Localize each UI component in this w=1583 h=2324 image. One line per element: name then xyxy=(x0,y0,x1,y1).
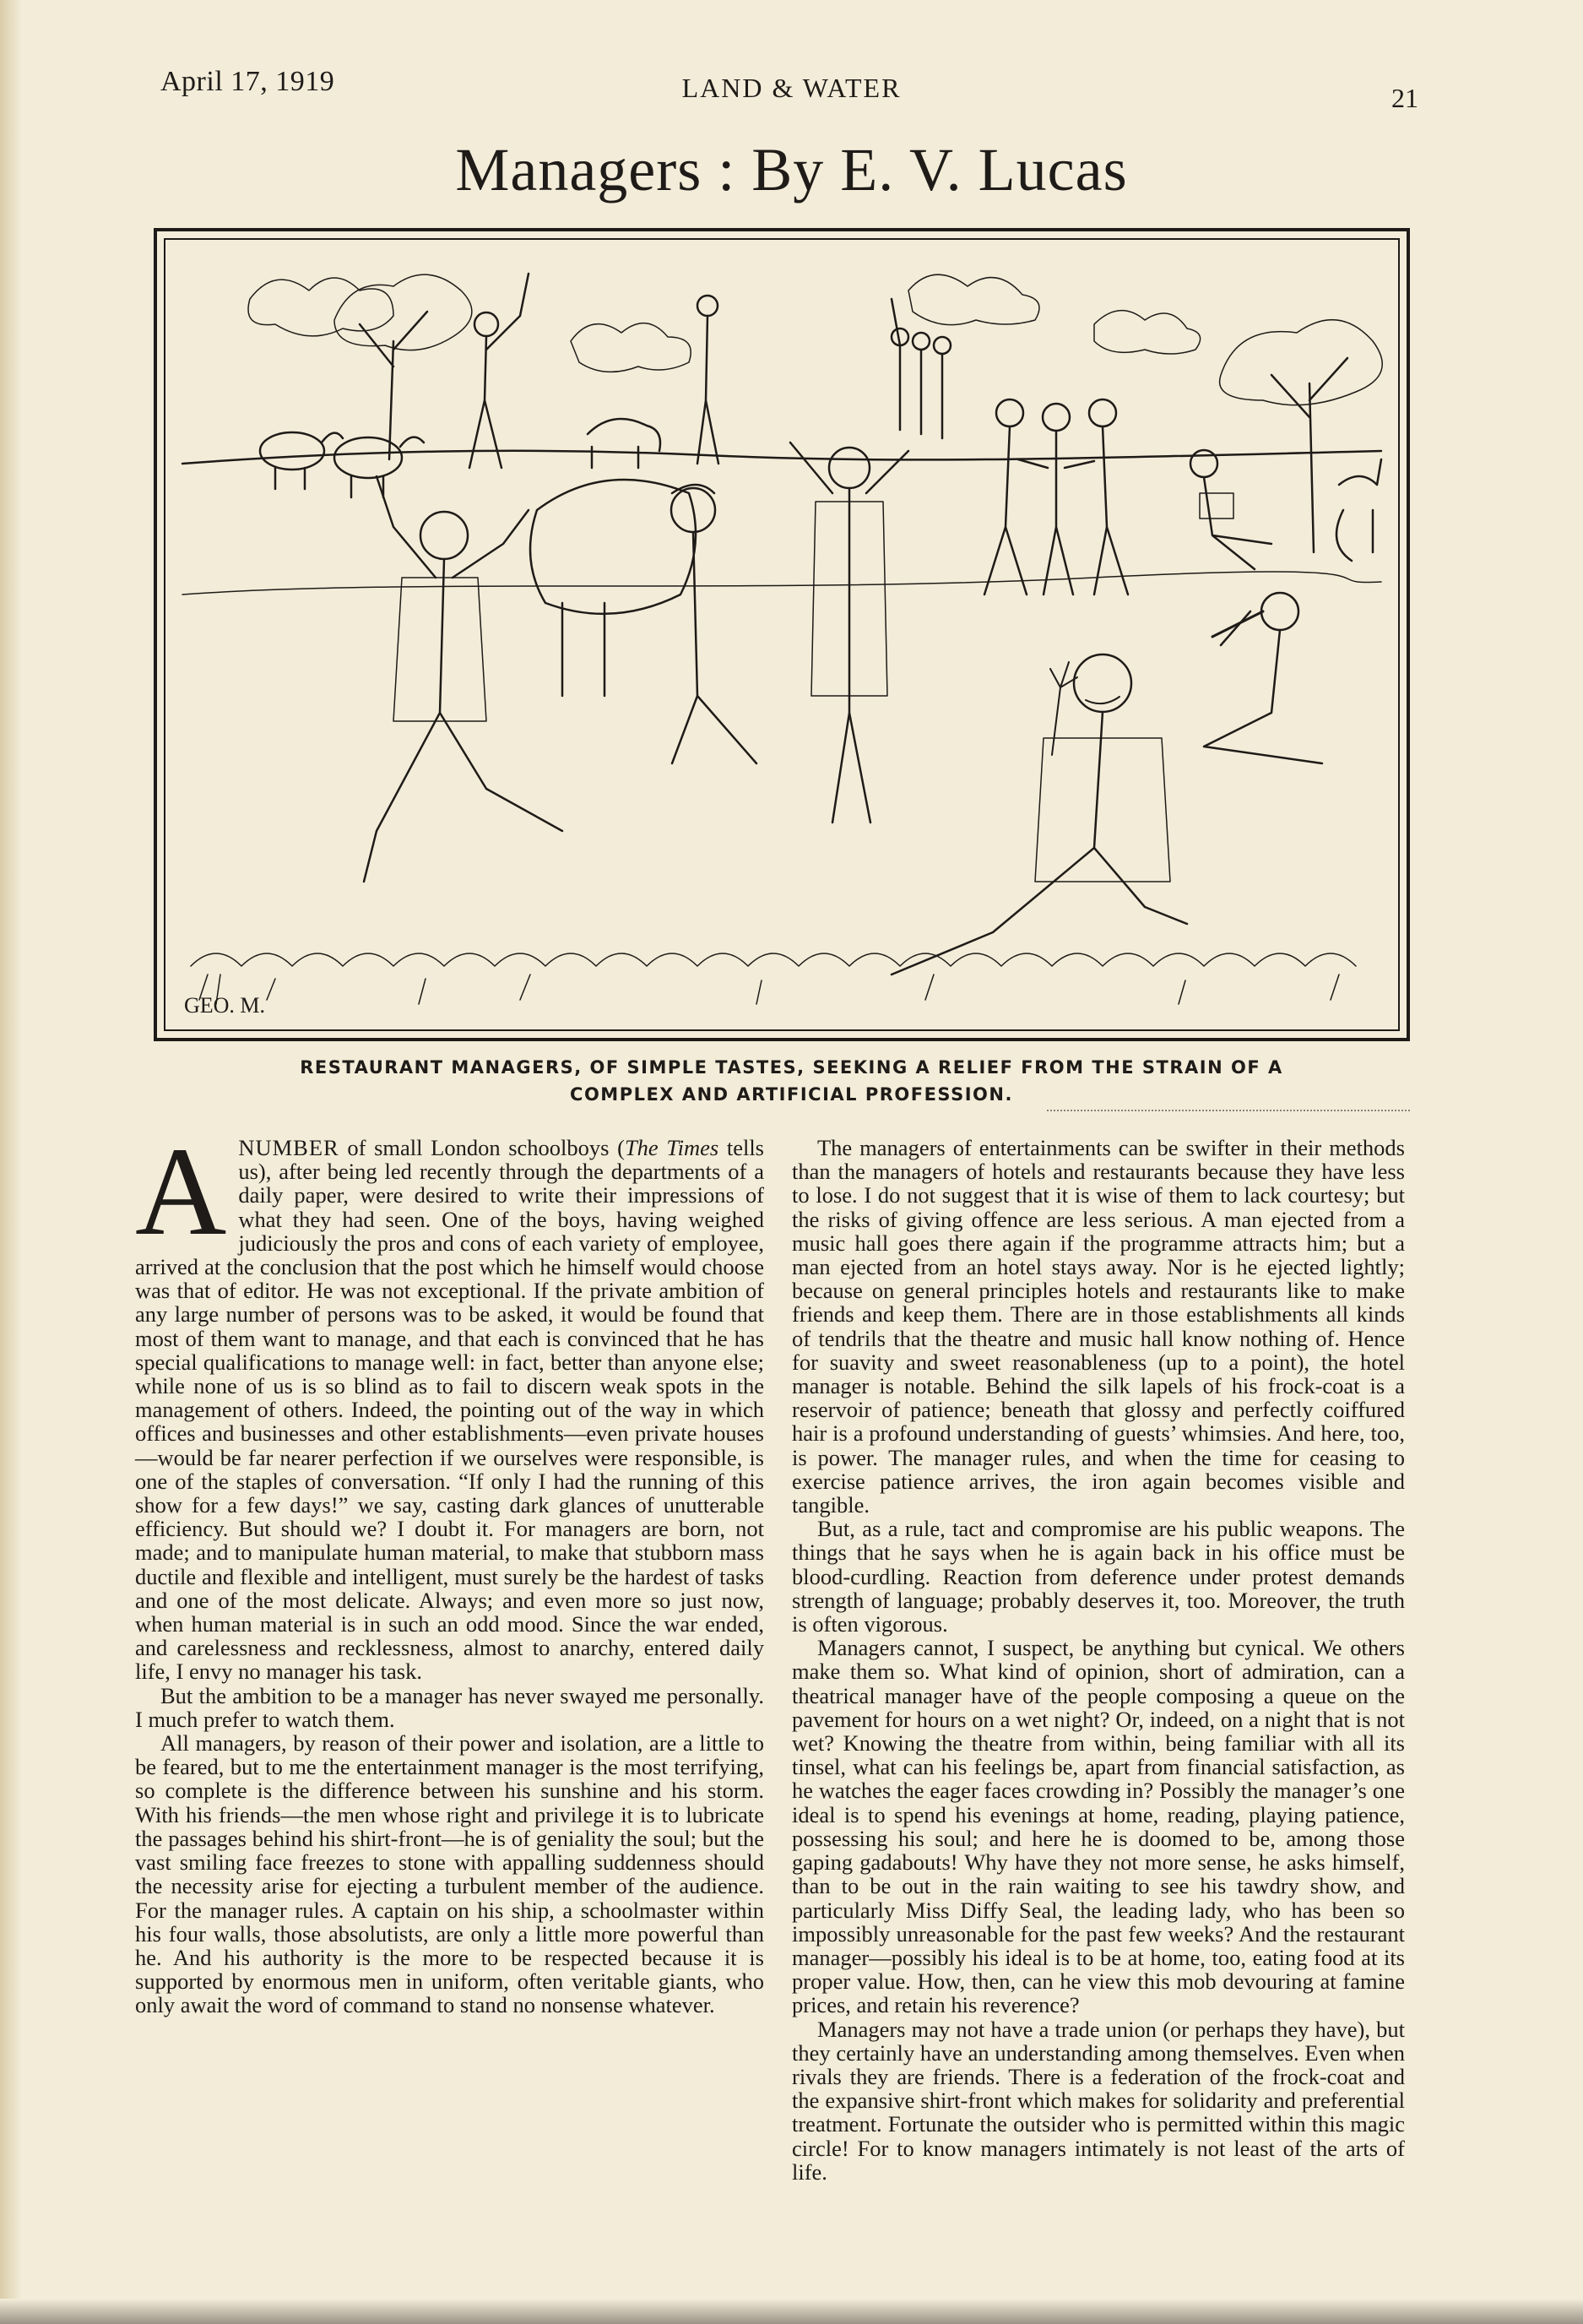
page-number: 21 xyxy=(1391,83,1418,113)
article-paragraph: Managers cannot, I suspect, be anything but cynical. We others make them so. What kind of opinion, short of admiration, can a theatrical manager have of the people composing a queue on the pavement for hours on a wet night? Or, indeed, on a night that is not wet? Knowing the theatre from within, being familiar with all its tinsel, what can his feelings be, apart from financial satisfaction, as he watches the eager faces crowding in? Possibly the manager’s one ideal is to spend his evenings at home, reading, playing patience, possessing his soul; and here he is doomed to be, among those gaping gadabouts! Why have they not more sense, he asks himself, than to be out in the rain waiting to see his tawdry show, and particularly Miss Diffy Seal, the leading lady, who has been so impossibly unreasonable for the past few weeks? And the restaurant manager—possibly his ideal is to be at home, too, eating food at its proper value. How, then, can he view this mob devouring at famine prices, and retain his reverence? xyxy=(792,1635,1405,2018)
figure-shepherd-head xyxy=(474,312,498,336)
article-paragraph xyxy=(135,1121,764,1685)
paragraph-text: tells us), after being led recently through the departments of a daily paper, were desired to write their impressions of what they had seen. One of the boys, having weighed judiciously the pros and cons of each variety of employee, arrived at the conclusion that the post which he himself would choose was that of editor. He was not exceptional. If the private ambition of any large number of persons was to be asked, it would be found that most of them want to manage, and that each is convinced that he has special qualifications to manage well: in fact, better than anyone else; while none of us is so blind as to fail to discern weak spots in the management of others. Indeed, the pointing out of the way in which offices and businesses and other establishments—even private houses—would be far nearer perfection if we ourselves were responsible, is one of the staples of conversation. “If only I had the running of this show for a few days!” we say, casting dark glances of unutterable efficiency. But should we? I doubt it. For managers are born, not made; and to manipulate human material, to make that stubborn mass ductile and flexible and intelligent, must surely be the hardest of tasks and one of the most delicate. Always; and even more so just now, when human material is in such an odd mood. Since the war ended, and carelessness and recklessness, almost to anarchy, entered daily life, I envy no manager his task. xyxy=(135,1135,764,1685)
article-column-left xyxy=(135,1121,764,2018)
tree-right xyxy=(1271,358,1347,552)
article-column-right xyxy=(792,1136,1405,2184)
article-paragraph: All managers, by reason of their power and isolation, are a little to be feared, but to me the entertainment manager is the most terrifying, so complete is the difference between his sunshine and his storm. With his friends—the men whose right and privilege it is to lubricate the passages behind his shirt-front—he is of geniality the soul; but the vast smiling face freezes to stone with appalling suddenness should the necessity arise for ejecting a turbulent member of the audience. For the manager rules. A captain on his ship, a schoolmaster within his four walls, those absolutists, are only a little more powerful than he. And his authority is the more to be respected because it is supported by enormous men in uniform, often veritable giants, who only await the word of command to stand no nonsense whatever. xyxy=(135,1730,764,2018)
horizon-line xyxy=(182,451,1381,464)
decorative-rule xyxy=(1047,1110,1410,1113)
cow xyxy=(530,480,696,614)
figure-flute-player-head xyxy=(1261,593,1298,630)
figure-stargazing-manager-head xyxy=(829,448,870,488)
article-paragraph: Managers may not have a trade union (or perhaps they have), but they certainly have an understanding among themselves. Even when rivals they are friends. There is a federation of the frock-coat and the expansive shirt-front which makes for solidarity and preferential treatment. Fortunate the outsider who is permitted within this magic circle! For to know managers intimately is not least of the arts of life. xyxy=(792,2016,1405,2185)
dog xyxy=(588,419,660,468)
article-headline: Managers : By E. V. Lucas xyxy=(455,136,1128,204)
foreground-grass xyxy=(191,953,1356,966)
lead-word: NUMBER xyxy=(238,1135,339,1160)
cloud xyxy=(908,274,1039,324)
page-edge-left xyxy=(0,0,22,2324)
sheep xyxy=(260,432,324,470)
caption-line-1: RESTAURANT MANAGERS, OF SIMPLE TASTES, SEEKING A RELIEF FROM THE STRAIN OF A xyxy=(300,1057,1283,1078)
cloud xyxy=(571,323,691,372)
figure-flower-manager-body xyxy=(892,712,1187,975)
newspaper-name: The Times xyxy=(624,1135,719,1160)
sheep xyxy=(334,437,402,478)
cloud xyxy=(1094,311,1201,354)
caption-line-2: COMPLEX AND ARTIFICIAL PROFESSION. xyxy=(570,1084,1013,1105)
cartoon-illustration xyxy=(154,228,1410,1041)
article-paragraph: The managers of entertainments can be swifter in their methods than the managers of hotels and restaurants because they have less to lose. I do not suggest that it is wise of them to lack courtesy; but the risks of giving offence are less serious. A man ejected from a music hall goes there again if the programme attracts him; but a man ejected from an hotel stays away. Nor is he ejected lightly; because on general principles hotels and restaurants like to make friends and keep them. There are in those establishments all kinds of tendrils that the theatre and music hall know nothing of. Hence for suavity and sweet reasonableness (up to a point), the hotel manager is notable. Behind the silk lapels of his frock-coat is a reservoir of patience; beneath that glossy and perfectly coiffured hair is a profound understanding of guests’ whimsies. And here, too, is power. The manager rules, and when the time for ceasing to exercise patience arrives, the iron again becomes visible and tangible. xyxy=(792,1135,1405,1518)
cloud xyxy=(248,278,393,336)
figure-distant-head xyxy=(697,296,718,316)
figures-dancing-trio xyxy=(984,426,1128,595)
article-paragraph: But the ambition to be a manager has never swayed me personally. I much prefer to watch them. xyxy=(135,1682,764,1732)
drop-cap: A xyxy=(135,1121,227,1262)
artist-signature: GEO. M. xyxy=(184,993,266,1018)
article-paragraph: But, as a rule, tact and compromise are his public weapons. The things that he says when he is again back in his office must be blood-curdling. Reaction from deference under protest demands strength of language; probably deserves it, too. Moreover, the truth is often vigorous. xyxy=(792,1516,1405,1637)
goat xyxy=(1336,459,1381,561)
publication-title: LAND & WATER xyxy=(681,73,902,103)
running-head xyxy=(0,61,1583,111)
cartoon-drawing xyxy=(165,240,1398,1029)
paragraph-text: of small London schoolboys ( xyxy=(339,1135,625,1160)
issue-date: April 17, 1919 xyxy=(160,66,335,97)
figure-dancing-manager-head xyxy=(420,512,468,559)
page-edge-bottom xyxy=(0,2299,1583,2324)
figure-reading-man-head xyxy=(1190,450,1217,477)
illustration-caption xyxy=(203,1054,1380,1108)
